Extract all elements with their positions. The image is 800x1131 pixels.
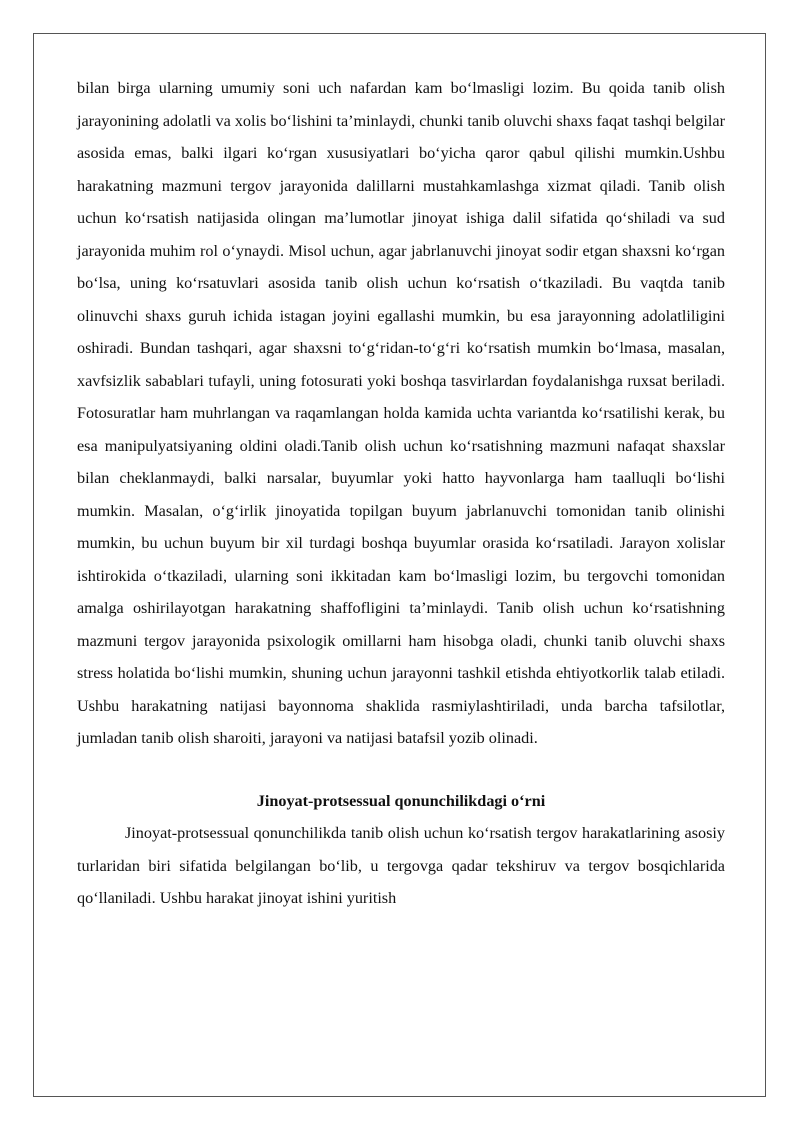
section-heading: Jinoyat-protsessual qonunchilikdagi o‘rni — [256, 791, 546, 810]
body-paragraph-1: bilan birga ularning umumiy soni uch nafardan kam bo‘lmasligi lozim. Bu qoida tanib olish jarayonining adolatli va xolis bo‘lishini ta’minlaydi, chunki tanib oluvchi shaxs faqat tashqi belgilar asosida emas, balki ilgari ko‘rgan xususiyatlari bo‘yicha qaror qabul qilishi mumkin.Ushbu harakatning mazmuni tergov jarayonida dalillarni mustahkamlashga xizmat qiladi. Tanib olish uchun ko‘rsatish natijasida olingan ma’lumotlar jinoyat ishiga dalil sifatida qo‘shiladi va sud jarayonida muhim rol o‘ynaydi. Misol uchun, agar jabrlanuvchi jinoyat sodir etgan shaxsni ko‘rgan bo‘lsa, uning ko‘rsatuvlari asosida tanib olish uchun ko‘rsatish o‘tkaziladi. Bu vaqtda tanib olinuvchi shaxs guruh ichida istagan joyini egallashi mumkin, bu esa jarayonning adolatliligini oshiradi. Bundan tashqari, agar shaxsni to‘g‘ridan-to‘g‘ri ko‘rsatish mumkin bo‘lmasa, masalan, xavfsizlik sabablari tufayli, uning fotosurati yoki boshqa tasvirlardan foydalanishga ruxsat beriladi. Fotosuratlar ham muhrlangan va raqamlangan holda kamida uchta variantda ko‘rsatilishi kerak, bu esa manipulyatsiyaning oldini oladi.Tanib olish uchun ko‘rsatishning mazmuni nafaqat shaxslar bilan cheklanmaydi, balki narsalar, buyumlar yoki hatto hayvonlarga ham taalluqli bo‘lishi mumkin. Masalan, o‘g‘irlik jinoyatida topilgan buyum jabrlanuvchi tomonidan tanib olinishi mumkin, bu uchun buyum bir xil turdagi boshqa buyumlar orasida ko‘rsatiladi. Jarayon xolislar ishtirokida o‘tkaziladi, ularning soni ikkitadan kam bo‘lmasligi lozim, bu tergovchi tomonidan amalga oshirilayotgan harakatning shaffofligini ta’minlaydi. Tanib olish uchun ko‘rsatishning mazmuni tergov jarayonida psixologik omillarni ham hisobga oladi, chunki tanib oluvchi shaxs stress holatida bo‘lishi mumkin, shuning uchun jarayonni tashkil etishda ehtiyotkorlik talab etiladi. Ushbu harakatning natijasi bayonnoma shaklida rasmiylashtiriladi, unda barcha tafsilotlar, jumladan tanib olish sharoiti, jarayoni va natijasi batafsil yozib olinadi. — [77, 79, 725, 747]
body-paragraph-2: Jinoyat-protsessual qonunchilikda tanib olish uchun ko‘rsatish tergov harakatlarining asosiy turlaridan biri sifatida belgilangan bo‘lib, u tergovga qadar tekshiruv va tergov bosqichlarida qo‘llaniladi. Ushbu harakat jinoyat ishini yuritish — [77, 824, 725, 907]
document-body — [77, 72, 725, 915]
